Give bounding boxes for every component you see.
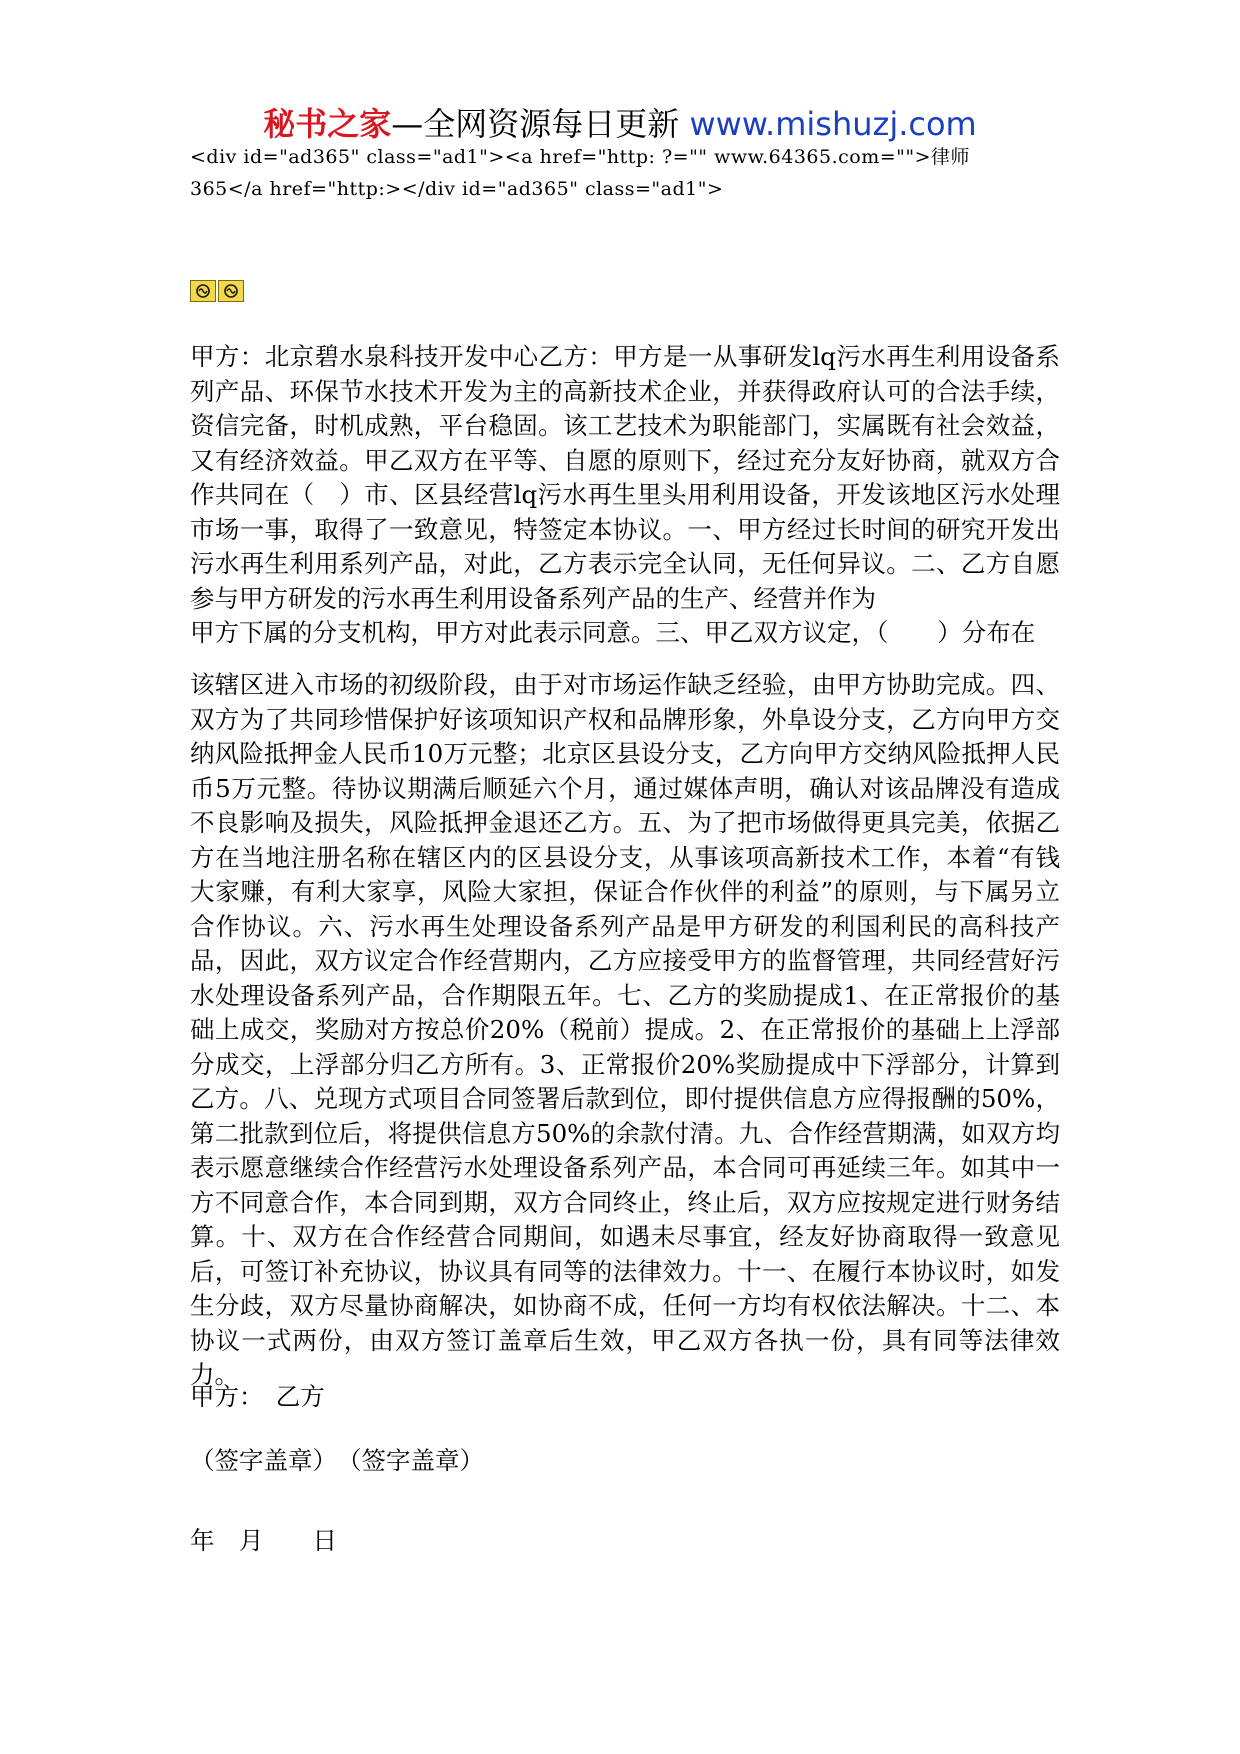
header-tagline: —全网资源每日更新 — [391, 105, 680, 143]
site-header — [0, 104, 1240, 144]
signature-date: 年 月 日 — [190, 1526, 337, 1555]
code-line-2: 365</a href="http:></div id="ad365" class="ad1"> — [190, 178, 724, 200]
site-url-link[interactable]: www.mishuzj.com — [689, 105, 977, 143]
wave-icon — [218, 280, 244, 302]
icon-row — [190, 280, 244, 302]
contract-paragraph-3: 该辖区进入市场的初级阶段，由于对市场运作缺乏经验，由甲方协助完成。四、双方为了共同珍惜保护好该项知识产权和品牌形象，外阜设分支，乙方向甲方交纳风险抵押金人民币10万元整；北京区县设分支，乙方向甲方交纳风险抵押人民币5万元整。待协议期满后顺延六个月，通过媒体声明，确认对该品牌没有造成不良影响及损失，风险抵押金退还乙方。五、为了把市场做得更具完美，依据乙方在当地注册名称在辖区内的区县设分支，从事该项高新技术工作，本着“有钱大家赚，有利大家享，风险大家担，保证合作伙伴的利益”的原则，与下属另立合作协议。六、污水再生处理设备系列产品是甲方研发的利国利民的高科技产品，因此，双方议定合作经营期内，乙方应接受甲方的监督管理，共同经营好污水处理设备系列产品，合作期限五年。七、乙方的奖励提成1、在正常报价的基础上成交，奖励对方按总价20%（税前）提成。2、在正常报价的基础上上浮部分成交，上浮部分归乙方所有。3、正常报价20%奖励提成中下浮部分，计算到乙方。八、兑现方式项目合同签署后款到位，即付提供信息方应得报酬的50%，第二批款到位后，将提供信息方50%的余款付清。九、合作经营期满，如双方均表示愿意继续合作经营污水处理设备系列产品，本合同可再延续三年。如其中一方不同意合作，本合同到期，双方合同终止，终止后，双方应按规定进行财务结算。十、双方在合作经营合同期间，如遇未尽事宜，经友好协商取得一致意见后，可签订补充协议，协议具有同等的法律效力。十一、在履行本协议时，如发生分歧，双方尽量协商解决，如协商不成，任何一方均有权依法解决。十二、本协议一式两份，由双方签订盖章后生效，甲乙双方各执一份，具有同等法律效力。 — [190, 670, 1060, 1389]
wave-icon — [190, 280, 216, 302]
contract-paragraph-2: 甲方下属的分支机构，甲方对此表示同意。三、甲乙双方议定，（ ）分布在 — [190, 618, 1036, 647]
code-line-1: <div id="ad365" class="ad1"><a href="http: ?="" www.64365.com="">律师 — [190, 146, 971, 168]
brand-name: 秘书之家 — [263, 105, 392, 143]
contract-paragraph-1: 甲方：北京碧水泉科技开发中心乙方：甲方是一从事研发lq污水再生利用设备系列产品、环保节水技术开发为主的高新技术企业，并获得政府认可的合法手续，资信完备，时机成熟，平台稳固。该工艺技术为职能部门，实属既有社会效益，又有经济效益。甲乙双方在平等、自愿的原则下，经过充分友好协商，就双方合作共同在（ ）市、区县经营lq污水再生里头用利用设备，开发该地区污水处理市场一事，取得了一致意见，特签定本协议。一、甲方经过长时间的研究开发出污水再生利用系列产品，对此，乙方表示完全认同，无任何异议。二、乙方自愿参与甲方研发的污水再生利用设备系列产品的生产、经营并作为 — [190, 342, 1060, 613]
signature-seal: （签字盖章） （签字盖章） — [190, 1446, 484, 1475]
signature-parties: 甲方： 乙方 — [190, 1382, 325, 1411]
